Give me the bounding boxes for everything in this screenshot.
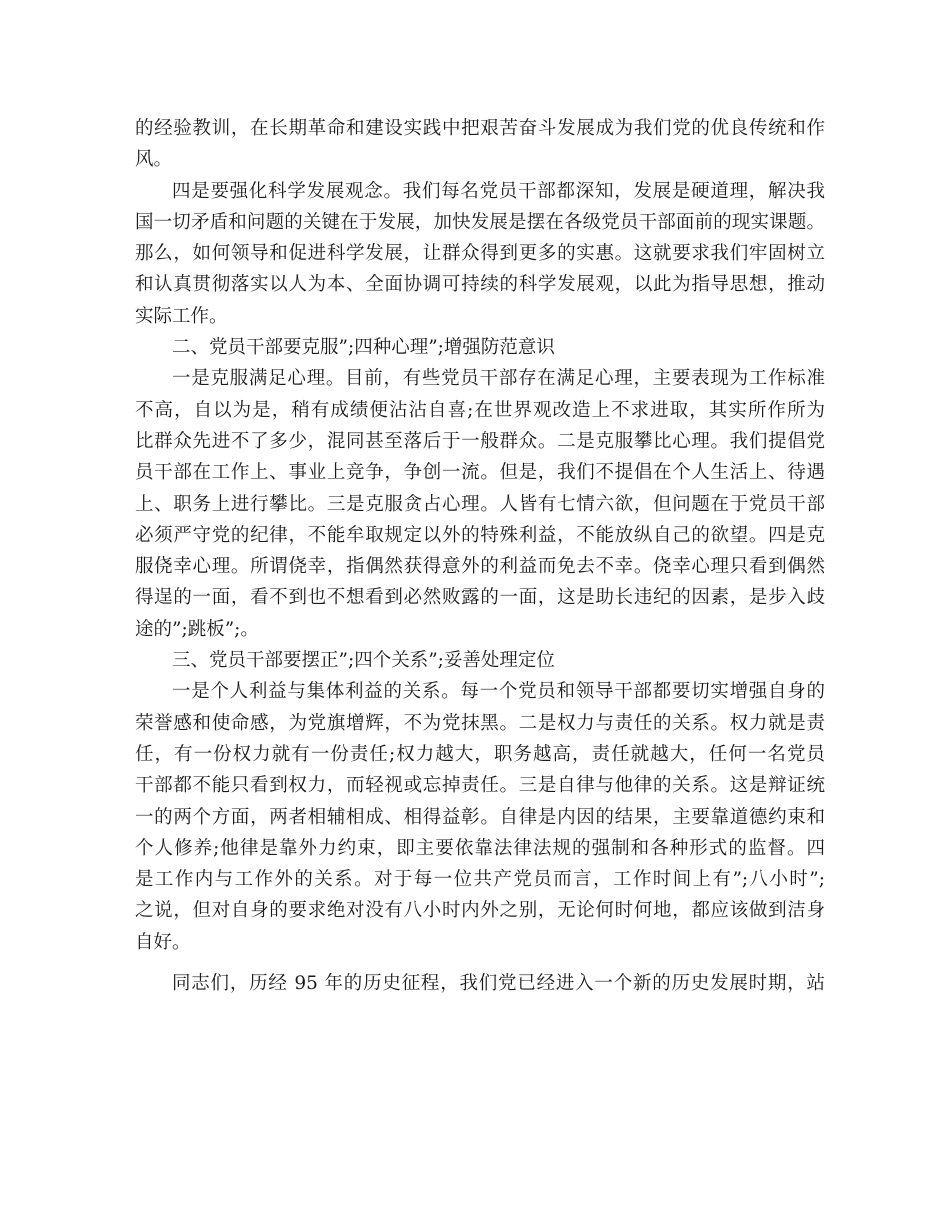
document-body: [135, 113, 825, 999]
text-line: 服侥幸心理。所谓侥幸，指偶然获得意外的利益而免去不幸。侥幸心理只看到偶然: [135, 556, 825, 578]
text-line: 途的”;跳板”;。: [135, 618, 259, 640]
text-line: 上、职务上进行攀比。三是克服贪占心理。人皆有七情六欲，但问题在于党员干部: [135, 493, 825, 515]
text-line: 国一切矛盾和问题的关键在于发展，加快发展是摆在各级党员干部面前的现实课题。: [135, 211, 825, 233]
text-line: 是工作内与工作外的关系。对于每一位共产党员而言，工作时间上有”;八小时”;: [135, 869, 825, 891]
text-line: 干部都不能只看到权力，而轻视或忘掉责任。三是自律与他律的关系。这是辩证统: [135, 775, 825, 797]
text-line: 任，有一份权力就有一份责任;权力越大，职务越高，责任就越大，任何一名党员: [135, 743, 825, 765]
paragraph-start-line: 一是克服满足心理。目前，有些党员干部存在满足心理，主要表现为工作标准: [172, 368, 825, 390]
text-line: 得逞的一面，看不到也不想看到必然败露的一面，这是助长违纪的因素，是步入歧: [135, 587, 825, 609]
paragraph-start-line: 一是个人利益与集体利益的关系。每一个党员和领导干部都要切实增强自身的: [172, 681, 825, 703]
text-line: 实际工作。: [135, 305, 228, 327]
paragraph-start-line: 同志们，历经 95 年的历史征程，我们党已经进入一个新的历史发展时期，站: [172, 973, 825, 995]
section-heading: 二、党员干部要克服”;四种心理”;增强防范意识: [172, 337, 555, 359]
text-line: 个人修养;他律是靠外力约束，即主要依靠法律法规的强制和各种形式的监督。四: [135, 837, 825, 859]
text-line: 风。: [135, 149, 173, 171]
paragraph-gap: [135, 958, 825, 968]
text-line: 的经验教训，在长期革命和建设实践中把艰苦奋斗发展成为我们党的优良传统和作: [135, 118, 825, 139]
text-line: 荣誉感和使命感，为党旗增辉，不为党抹黑。二是权力与责任的关系。权力就是责: [135, 712, 825, 734]
text-line: 之说，但对自身的要求绝对没有八小时内外之别，无论何时何地，都应该做到洁身: [135, 900, 825, 922]
text-line: 一的两个方面，两者相辅相成、相得益彰。自律是内因的结果，主要靠道德约束和: [135, 806, 825, 828]
text-line: 必须严守党的纪律，不能牟取规定以外的特殊利益，不能放纵自己的欲望。四是克: [135, 524, 825, 546]
text-line: 自好。: [135, 931, 191, 953]
text-line: 和认真贯彻落实以人为本、全面协调可持续的科学发展观，以此为指导思想，推动: [135, 274, 825, 296]
text-line: 不高，自以为是，稍有成绩便沾沾自喜;在世界观改造上不求进取，其实所作所为: [135, 399, 825, 421]
section-heading: 三、党员干部要摆正”;四个关系”;妥善处理定位: [172, 650, 555, 672]
text-line: 比群众先进不了多少，混同甚至落后于一般群众。二是克服攀比心理。我们提倡党: [135, 430, 825, 452]
text-line: 员干部在工作上、事业上竞争，争创一流。但是，我们不提倡在个人生活上、待遇: [135, 462, 825, 484]
text-line: 那么，如何领导和促进科学发展，让群众得到更多的实惠。这就要求我们牢固树立: [135, 243, 825, 265]
paragraph-start-line: 四是要强化科学发展观念。我们每名党员干部都深知，发展是硬道理，解决我: [172, 180, 825, 202]
